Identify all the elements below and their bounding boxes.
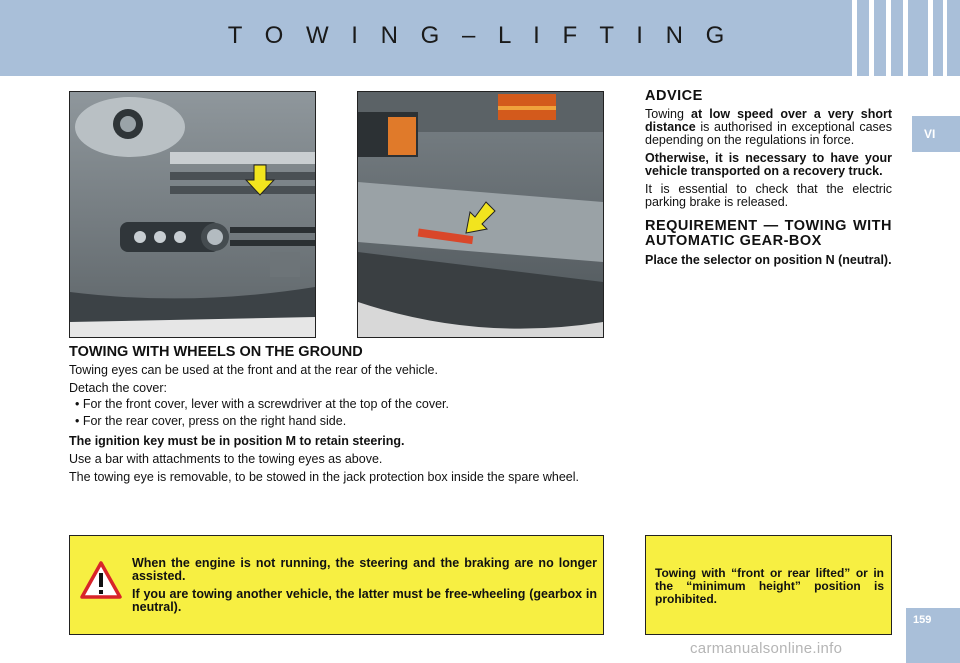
advice-text: Towing	[645, 107, 692, 121]
advice-text: is authorised in exceptional cases depending on the regulations in force.	[645, 120, 892, 147]
advice-paragraph: It is essential to check that the electric parking brake is released.	[645, 182, 892, 209]
header-stripe	[886, 0, 891, 76]
advice-bold-text: at low speed over a very short distance	[645, 107, 892, 134]
header-stripe	[928, 0, 933, 76]
warning-icon	[80, 561, 122, 599]
towing-heading: TOWING WITH WHEELS ON THE GROUND	[69, 344, 363, 360]
front-bumper-photo	[69, 91, 316, 338]
main-text	[69, 345, 604, 488]
main-paragraph: The towing eye is removable, to be stowed in the jack protection box inside the spare wheel.	[69, 470, 580, 484]
advice-heading: ADVICE	[645, 88, 703, 104]
advice-column	[645, 90, 892, 272]
section-tab: VI	[912, 116, 960, 152]
warning-paragraph: When the engine is not running, the steering and the braking are no longer assisted.	[132, 556, 597, 583]
tow-note-text: Towing with “front or rear lifted” or in the “minimum height” position is prohibited.	[655, 566, 884, 606]
advice-bold-paragraph: Otherwise, it is necessary to have your vehicle transported on a recovery truck.	[645, 151, 892, 178]
tow-note-box	[645, 535, 892, 635]
page-header	[0, 0, 960, 76]
bullet-item: • For the front cover, lever with a screwdriver at the top of the cover.	[75, 397, 449, 411]
main-paragraph: Towing eyes can be used at the front and at the rear of the vehicle.	[69, 363, 438, 377]
header-stripe	[903, 0, 908, 76]
rear-bumper-photo	[357, 91, 604, 338]
advice-paragraph	[645, 108, 892, 147]
main-paragraph: Detach the cover:	[69, 381, 167, 395]
bullet-item: • For the rear cover, press on the right hand side.	[75, 414, 347, 428]
page-title: T O W I N G – L I F T I N G	[227, 22, 733, 49]
warning-box	[69, 535, 604, 635]
warning-paragraph: If you are towing another vehicle, the latter must be free-wheeling (gearbox in neutral).	[132, 587, 597, 614]
page-number: 159	[906, 608, 960, 663]
header-stripe	[869, 0, 874, 76]
header-stripe	[852, 0, 857, 76]
main-paragraph: Use a bar with attachments to the towing eyes as above.	[69, 452, 383, 466]
header-stripe	[943, 0, 947, 76]
requirement-text: Place the selector on position N (neutral).	[645, 253, 892, 267]
bold-paragraph: The ignition key must be in position M to retain steering.	[69, 434, 405, 448]
warning-text	[132, 557, 597, 619]
requirement-heading: REQUIREMENT — TOWING WITH AUTOMATIC GEAR-BOX	[645, 218, 892, 249]
watermark: carmanualsonline.info	[690, 640, 843, 657]
